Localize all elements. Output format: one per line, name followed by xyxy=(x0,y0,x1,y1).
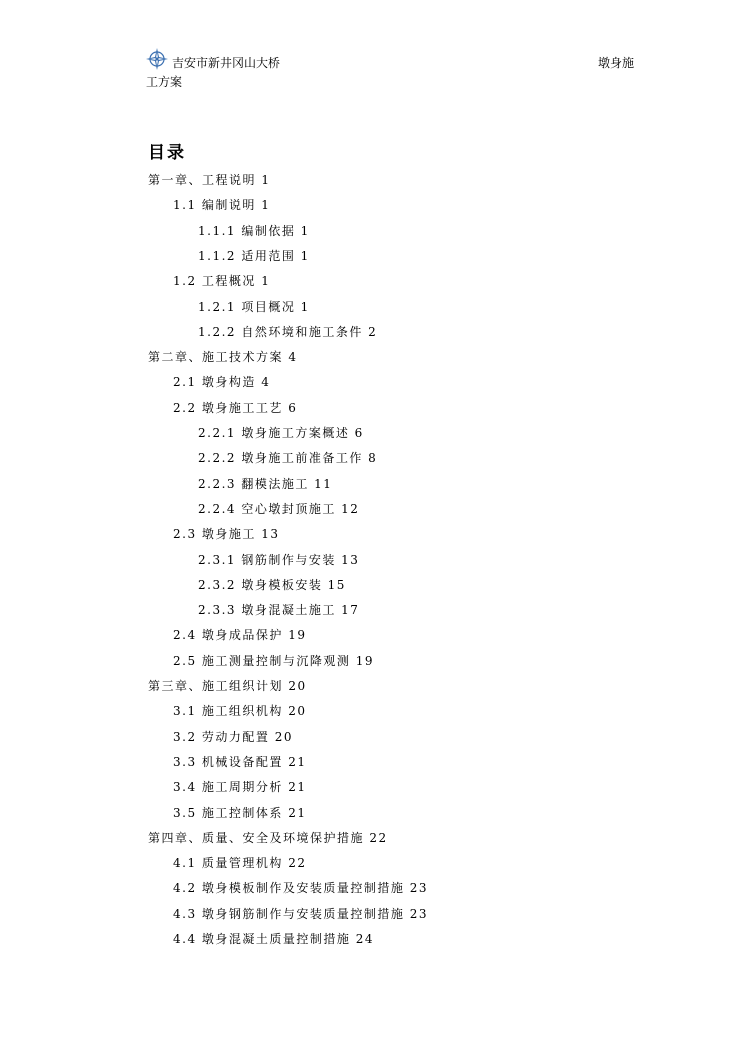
toc-entry[interactable]: 4.3 墩身钢筋制作与安装质量控制措施 23 xyxy=(173,906,428,921)
toc-entry[interactable]: 3.1 施工组织机构 20 xyxy=(173,704,307,719)
toc-entry[interactable]: 2.3.3 墩身混凝土施工 17 xyxy=(198,603,360,618)
toc-entry[interactable]: 第四章、质量、安全及环境保护措施 22 xyxy=(148,830,388,845)
toc-entry[interactable]: 2.2.3 翻模法施工 11 xyxy=(198,476,333,491)
toc-entry[interactable]: 4.1 质量管理机构 22 xyxy=(173,856,307,871)
toc-entry[interactable]: 3.3 机械设备配置 21 xyxy=(173,754,307,769)
toc-entry[interactable]: 2.4 墩身成品保护 19 xyxy=(173,628,307,643)
toc-entry[interactable]: 2.2.4 空心墩封顶施工 12 xyxy=(198,501,360,516)
toc-entry[interactable]: 1.1 编制说明 1 xyxy=(173,198,271,213)
toc-entry[interactable]: 4.4 墩身混凝土质量控制措施 24 xyxy=(173,932,374,946)
toc-entry[interactable]: 3.4 施工周期分析 21 xyxy=(173,780,307,795)
toc-entry[interactable]: 2.5 施工测量控制与沉降观测 19 xyxy=(173,653,374,668)
toc-entry[interactable]: 1.2.1 项目概况 1 xyxy=(198,299,310,314)
toc-entry[interactable]: 2.2.2 墩身施工前准备工作 8 xyxy=(198,451,378,466)
toc-entry[interactable]: 第一章、工程说明 1 xyxy=(148,173,271,187)
toc-entry[interactable]: 3.5 施工控制体系 21 xyxy=(173,805,307,820)
compass-star-logo-icon xyxy=(146,48,168,70)
toc-entry[interactable]: 1.2.2 自然环境和施工条件 2 xyxy=(198,324,378,339)
header-project-name: 吉安市新井冈山大桥 xyxy=(172,56,281,70)
toc-entry[interactable]: 第三章、施工组织计划 20 xyxy=(148,679,307,693)
toc-entry[interactable]: 2.2.1 墩身施工方案概述 6 xyxy=(198,426,364,440)
toc-entry[interactable]: 第二章、施工技术方案 4 xyxy=(148,350,298,365)
toc-entry[interactable]: 3.2 劳动力配置 20 xyxy=(173,729,293,744)
toc-entry[interactable]: 1.1.1 编制依据 1 xyxy=(198,223,310,238)
toc-entry[interactable]: 1.2 工程概况 1 xyxy=(173,274,271,289)
toc-entry[interactable]: 2.2 墩身施工工艺 6 xyxy=(173,400,298,415)
toc-title: 目录 xyxy=(148,143,186,163)
toc-entry[interactable]: 2.3.1 钢筋制作与安装 13 xyxy=(198,552,360,567)
header-doc-title: 墩身施 xyxy=(597,56,634,70)
toc-entry[interactable]: 2.3.2 墩身模板安装 15 xyxy=(198,577,346,592)
toc-entry[interactable]: 2.1 墩身构造 4 xyxy=(173,375,271,390)
toc-entry[interactable]: 2.3 墩身施工 13 xyxy=(173,527,280,542)
toc-entry[interactable]: 1.1.2 适用范围 1 xyxy=(198,248,310,263)
header-doc-title-continued: 工方案 xyxy=(146,75,183,89)
toc-entry[interactable]: 4.2 墩身模板制作及安装质量控制措施 23 xyxy=(173,881,428,896)
